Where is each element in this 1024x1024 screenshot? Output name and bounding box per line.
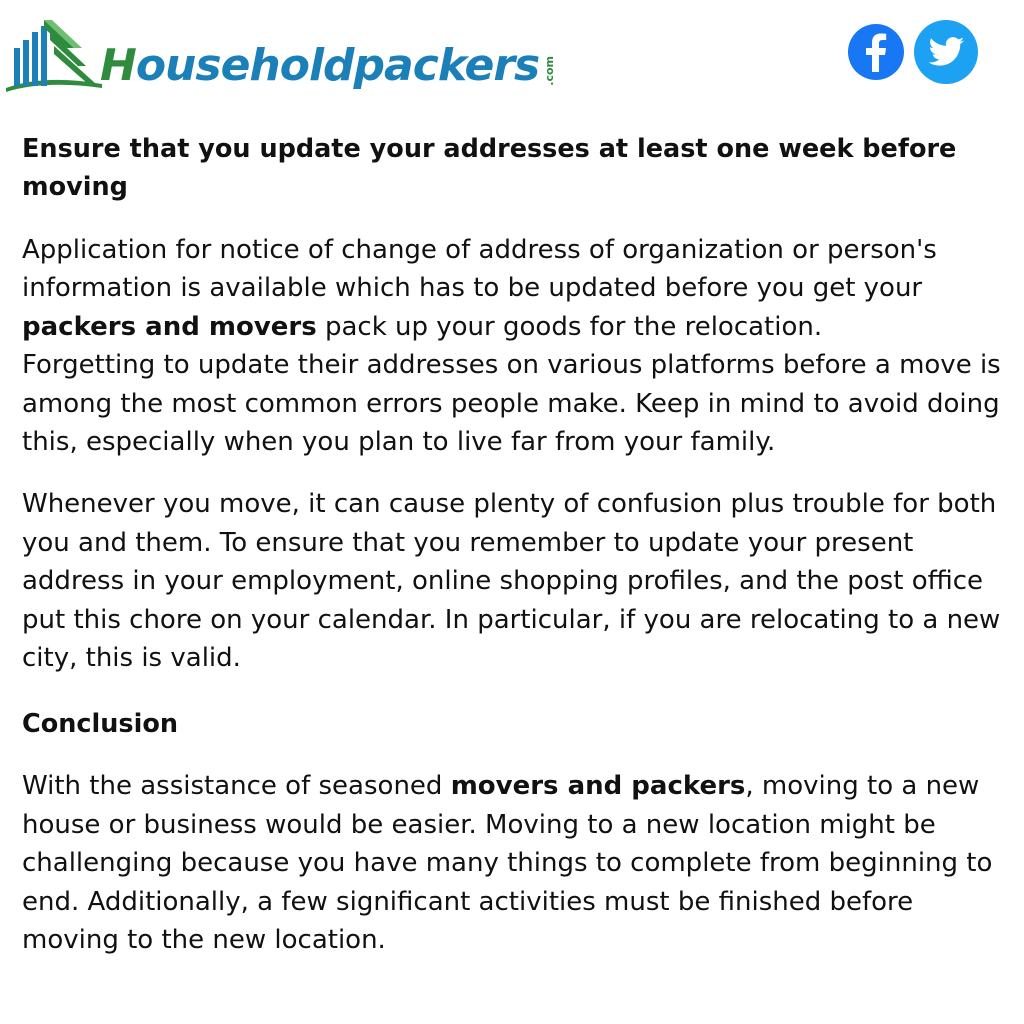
section-heading-address-update: Ensure that you update your addresses at least one week before moving [22, 134, 957, 202]
logo-name: ouseholdpackers [135, 40, 540, 91]
logo-wordmark [100, 40, 540, 91]
paragraph-conclusion [22, 767, 1012, 959]
paragraph-text: Forgetting to update their addresses on various platforms before a move is among the most common errors people make. Keep in mind to avoid doing this, especially when you plan to live far from your family. [22, 350, 1001, 458]
logo-building-icon [4, 14, 104, 94]
movers-and-packers-link[interactable]: movers and packers [450, 771, 746, 802]
paragraph-text: Application for notice of change of address of organization or person's information is available which has to be updated before you get your [22, 235, 937, 304]
logo-initial: H [100, 40, 136, 91]
paragraph-text: , moving to a new house or business would be easier. Moving to a new location might be challenging because you have many things to complete from beginning to end. Additionally, a few significant activities must be finished before moving to the new location. [22, 771, 993, 956]
paragraph-text: pack up your goods for the relocation. [316, 311, 823, 342]
logo-tld: .com [543, 56, 557, 86]
site-logo[interactable] [4, 14, 556, 94]
facebook-icon[interactable] [844, 20, 908, 84]
paragraph-text: With the assistance of seasoned [22, 771, 451, 802]
article-body [22, 130, 1012, 960]
paragraph-confusion: Whenever you move, it can cause plenty of confusion plus trouble for both you and them. To ensure that you remember to update your present address in your employment, online shopping profiles, and the post office put this chore on your calendar. In particular, if you are relocating to a new city, this is valid. [22, 489, 1001, 674]
twitter-icon[interactable] [914, 20, 978, 84]
paragraph-change-of-address [22, 231, 1012, 461]
section-heading-conclusion: Conclusion [22, 709, 178, 740]
social-links [844, 20, 978, 84]
page-header [0, 0, 1024, 110]
packers-and-movers-link[interactable]: packers and movers [22, 311, 317, 342]
